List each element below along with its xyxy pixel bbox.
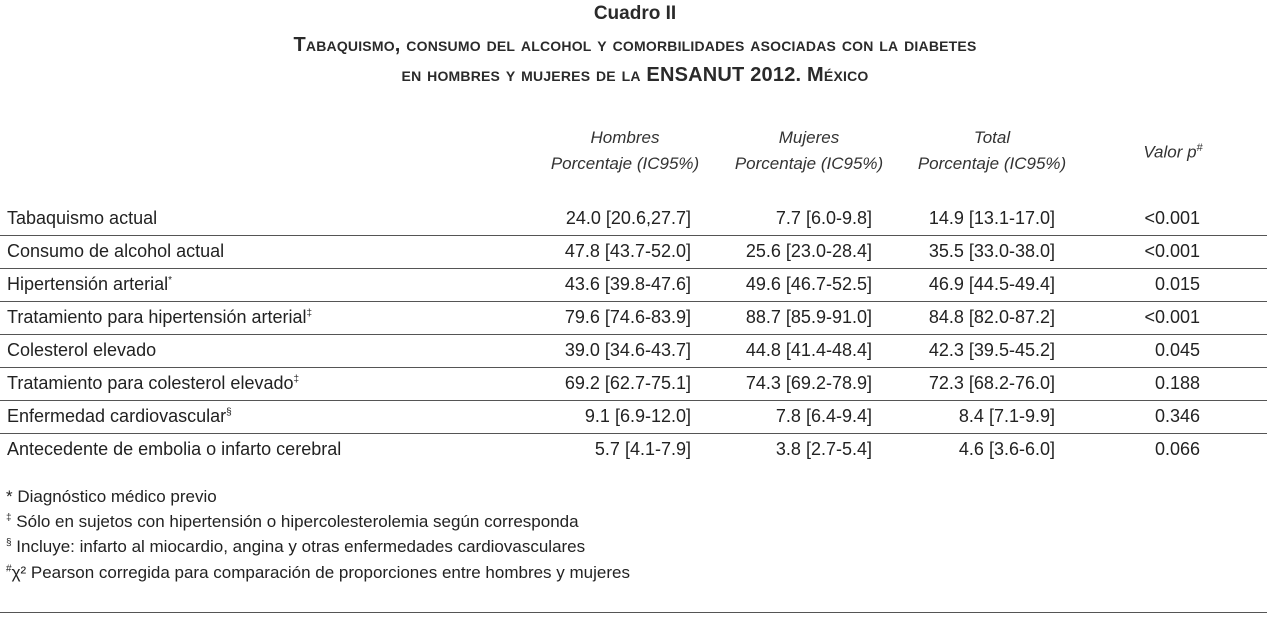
cell-p: <0.001 <box>1144 307 1200 327</box>
column-header-total-name: Total <box>973 128 1011 147</box>
cell-men: 9.1 [6.9-12.0] <box>584 406 691 426</box>
row-label <box>7 373 299 394</box>
row-label-text: Consumo de alcohol actual <box>7 241 225 261</box>
cell-women: 3.8 [2.7-5.4] <box>775 439 872 459</box>
footnote-mark: # <box>6 563 12 575</box>
cell-men: 5.7 [4.1-7.9] <box>594 439 691 459</box>
footnote-mark: § <box>6 537 12 549</box>
cell-women: 49.6 [46.7-52.5] <box>745 274 872 294</box>
footnote-mark: * <box>6 487 13 506</box>
cell-women: 25.6 [23.0-28.4] <box>745 241 872 261</box>
table-caption: Cuadro II <box>593 3 677 24</box>
footnote <box>6 537 585 557</box>
cell-p: 0.188 <box>1154 373 1200 393</box>
cell-total: 72.3 [68.2-76.0] <box>928 373 1055 393</box>
cell-total: 42.3 [39.5-45.2] <box>928 340 1055 360</box>
table-row <box>0 368 1270 401</box>
column-header-women <box>714 125 904 177</box>
column-header-p-name: Valor p <box>1143 142 1197 162</box>
footnote-text: χ² Pearson corregida para comparación de proporciones entre hombres y mujeres <box>11 563 630 582</box>
table-title-line-1: Tabaquismo, consumo del alcohol y comorbilidades asociadas con la diabetes <box>293 34 977 56</box>
cell-p: 0.045 <box>1154 340 1200 360</box>
row-divider <box>0 334 1267 335</box>
cell-women: 7.8 [6.4-9.4] <box>775 406 872 426</box>
row-label-text: Hipertensión arterial <box>7 274 169 294</box>
row-divider <box>0 268 1267 269</box>
row-divider <box>0 433 1267 434</box>
row-divider <box>0 235 1267 236</box>
table-title-line-2: en hombres y mujeres de la ENSANUT 2012. México <box>401 64 869 86</box>
column-header-men <box>530 125 720 177</box>
row-label-text: Antecedente de embolia o infarto cerebral <box>7 439 342 459</box>
row-label <box>7 208 157 229</box>
row-footnote-mark: ‡ <box>293 374 300 385</box>
cell-total: 14.9 [13.1-17.0] <box>928 208 1055 228</box>
row-label-text: Tratamiento para colesterol elevado <box>7 373 294 393</box>
table-row <box>0 302 1270 335</box>
row-footnote-mark: ‡ <box>306 308 313 319</box>
cell-women: 88.7 [85.9-91.0] <box>745 307 872 327</box>
footnote-mark: ‡ <box>6 512 12 524</box>
cell-men: 39.0 [34.6-43.7] <box>564 340 691 360</box>
cell-p: <0.001 <box>1144 208 1200 228</box>
cell-p: 0.346 <box>1154 406 1200 426</box>
row-label-text: Tabaquismo actual <box>7 208 158 228</box>
row-footnote-mark: § <box>226 407 232 418</box>
cell-p: 0.066 <box>1154 439 1200 459</box>
cell-p: <0.001 <box>1144 241 1200 261</box>
cell-women: 7.7 [6.0-9.8] <box>775 208 872 228</box>
row-label <box>7 241 224 262</box>
row-label <box>7 274 172 295</box>
footnote <box>6 487 217 507</box>
row-divider <box>0 400 1267 401</box>
column-header-total-sub: Porcentaje (IC95%) <box>917 154 1067 173</box>
table-row <box>0 269 1270 302</box>
footnote <box>6 512 579 532</box>
row-footnote-mark: * <box>168 275 172 286</box>
cell-women: 44.8 [41.4-48.4] <box>745 340 872 360</box>
cell-p: 0.015 <box>1154 274 1200 294</box>
row-label <box>7 439 341 460</box>
row-label <box>7 340 156 361</box>
row-label-text: Tratamiento para hipertensión arterial <box>7 307 307 327</box>
cell-men: 69.2 [62.7-75.1] <box>564 373 691 393</box>
column-header-p-value <box>1108 135 1238 166</box>
row-label-text: Enfermedad cardiovascular <box>7 406 227 426</box>
cell-total: 84.8 [82.0-87.2] <box>928 307 1055 327</box>
column-header-men-sub: Porcentaje (IC95%) <box>550 154 700 173</box>
cell-men: 79.6 [74.6-83.9] <box>564 307 691 327</box>
footnote-text: Incluye: infarto al miocardio, angina y otras enfermedades cardiovasculares <box>11 537 586 556</box>
footnote <box>6 563 630 583</box>
column-header-men-name: Hombres <box>590 128 660 147</box>
row-label-text: Colesterol elevado <box>7 340 157 360</box>
cell-total: 35.5 [33.0-38.0] <box>928 241 1055 261</box>
cell-men: 43.6 [39.8-47.6] <box>564 274 691 294</box>
cell-total: 46.9 [44.5-49.4] <box>928 274 1055 294</box>
cell-total: 8.4 [7.1-9.9] <box>958 406 1055 426</box>
footnote-text: Diagnóstico médico previo <box>12 487 217 506</box>
row-label <box>7 406 232 427</box>
cell-total: 4.6 [3.6-6.0] <box>958 439 1055 459</box>
cell-women: 74.3 [69.2-78.9] <box>745 373 872 393</box>
row-divider <box>0 367 1267 368</box>
column-header-p-mark: # <box>1196 142 1203 154</box>
cell-men: 47.8 [43.7-52.0] <box>564 241 691 261</box>
footnote-text: Sólo en sujetos con hipertensión o hipercolesterolemia según corresponda <box>11 512 579 531</box>
table-row <box>0 236 1270 269</box>
row-label <box>7 307 312 328</box>
bottom-rule <box>0 612 1267 613</box>
table-row <box>0 203 1270 236</box>
cell-men: 24.0 [20.6,27.7] <box>565 208 691 228</box>
table-row <box>0 434 1270 467</box>
column-header-total <box>897 125 1087 177</box>
row-divider <box>0 301 1267 302</box>
table-row <box>0 335 1270 368</box>
column-header-women-name: Mujeres <box>778 128 840 147</box>
column-header-women-sub: Porcentaje (IC95%) <box>734 154 884 173</box>
table-row <box>0 401 1270 434</box>
